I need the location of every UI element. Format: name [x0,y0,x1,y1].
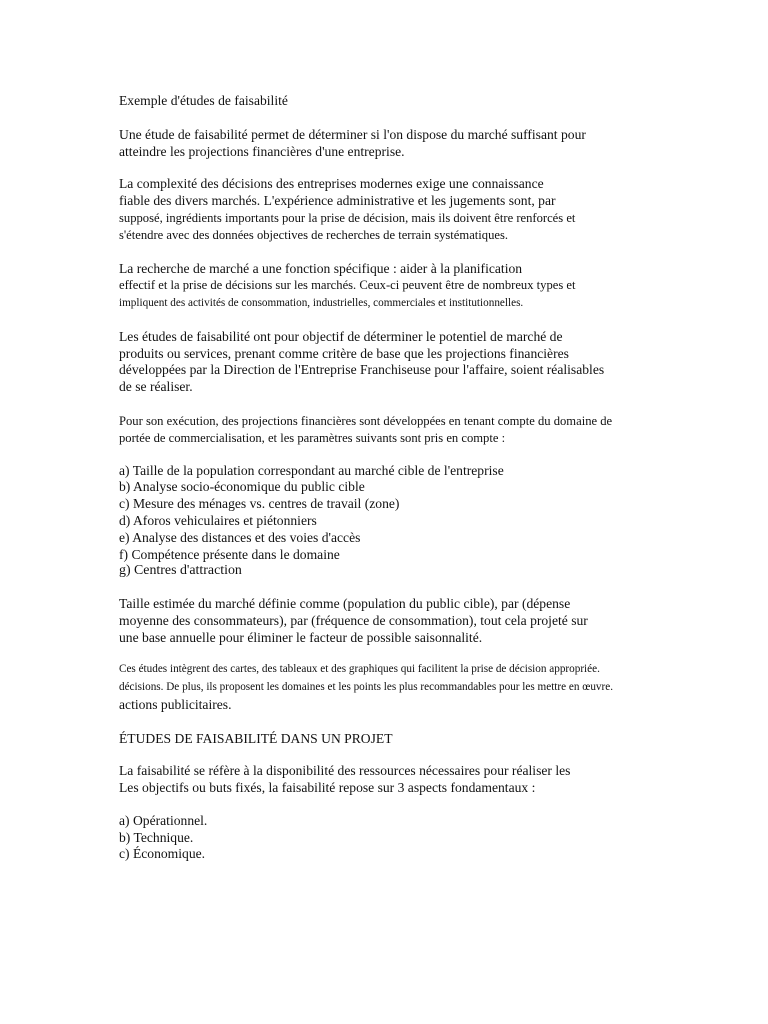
list-item: g) Centres d'attraction [119,563,242,579]
paragraph-line: Une étude de faisabilité permet de déterminer si l'on dispose du marché suffisant pour [119,126,586,142]
list-item: b) Technique. [119,829,194,845]
paragraph-line: une base annuelle pour éliminer le facteur de possible saisonnalité. [119,629,483,645]
section-heading: ÉTUDES DE FAISABILITÉ DANS UN PROJET [119,730,393,746]
paragraph-line: s'étendre avec des données objectives de recherches de terrain systématiques. [119,227,509,242]
paragraph-line: La recherche de marché a une fonction spécifique : aider à la planification [119,260,523,276]
paragraph-feasibility [119,763,719,797]
paragraph-line: La complexité des décisions des entreprises modernes exige une connaissance [119,176,544,192]
paragraph-line: développées par la Direction de l'Entreprise Franchiseuse pour l'affaire, soient réalisables [119,362,605,378]
aspect-list [119,813,719,863]
paragraph-line: Pour son exécution, des projections financières sont développées en tenant compte du domaine de [119,413,613,428]
list-item: d) Aforos vehiculaires et piétonniers [119,512,317,528]
paragraph-line: La faisabilité se réfère à la disponibilité des ressources nécessaires pour réaliser les [119,763,571,779]
paragraph-line: actions publicitaires. [119,696,232,712]
list-item: b) Analyse socio-économique du public cible [119,479,365,495]
paragraph-objectives [119,329,719,396]
paragraph-line: de se réaliser. [119,379,193,395]
paragraph-market-research [119,261,719,313]
paragraph-intro [119,127,719,161]
paragraph-line: fiable des divers marchés. L'expérience administrative et les jugements sont, par [119,193,556,209]
paragraph-line: Les études de faisabilité ont pour objectif de déterminer le potentiel de marché de [119,328,563,344]
document-title: Exemple d'études de faisabilité [119,93,288,108]
paragraph-line: portée de commercialisation, et les paramètres suivants sont pris en compte : [119,430,506,445]
paragraph-line: supposé, ingrédients importants pour la prise de décision, mais ils doivent être renforcés et [119,210,576,225]
paragraph-line: effectif et la prise de décisions sur les marchés. Ceux-ci peuvent être de nombreux types et [119,278,576,293]
list-item: a) Taille de la population correspondant au marché cible de l'entreprise [119,462,504,478]
paragraph-line: moyenne des consommateurs), par (fréquence de consommation), tout cela projeté sur [119,612,588,628]
paragraph-line: Taille estimée du marché définie comme (population du public cible), par (dépense [119,596,571,612]
list-item: c) Mesure des ménages vs. centres de travail (zone) [119,496,400,512]
paragraph-line: Ces études intègrent des cartes, des tableaux et des graphiques qui facilitent la prise de décision appropriée. [119,662,600,675]
paragraph-line: impliquent des activités de consommation, industrielles, commerciales et institutionnelles. [119,297,524,310]
paragraph-line: Les objectifs ou buts fixés, la faisabilité repose sur 3 aspects fondamentaux : [119,780,536,796]
paragraph-line: atteindre les projections financières d'une entreprise. [119,143,405,159]
list-item: e) Analyse des distances et des voies d'accès [119,529,361,545]
paragraph-complexity [119,176,719,243]
list-item: f) Compétence présente dans le domaine [119,546,340,562]
paragraph-line: produits ou services, prenant comme critère de base que les projections financières [119,345,569,361]
paragraph-line: décisions. De plus, ils proposent les domaines et les points les plus recommandables pour les mettre en œuvre. [119,681,614,694]
list-item: a) Opérationnel. [119,812,208,828]
paragraph-maps-tables [119,660,719,714]
parameter-list [119,463,719,581]
document-body [119,93,719,863]
list-item: c) Économique. [119,846,206,862]
paragraph-execution [119,413,719,447]
paragraph-market-size [119,596,719,646]
